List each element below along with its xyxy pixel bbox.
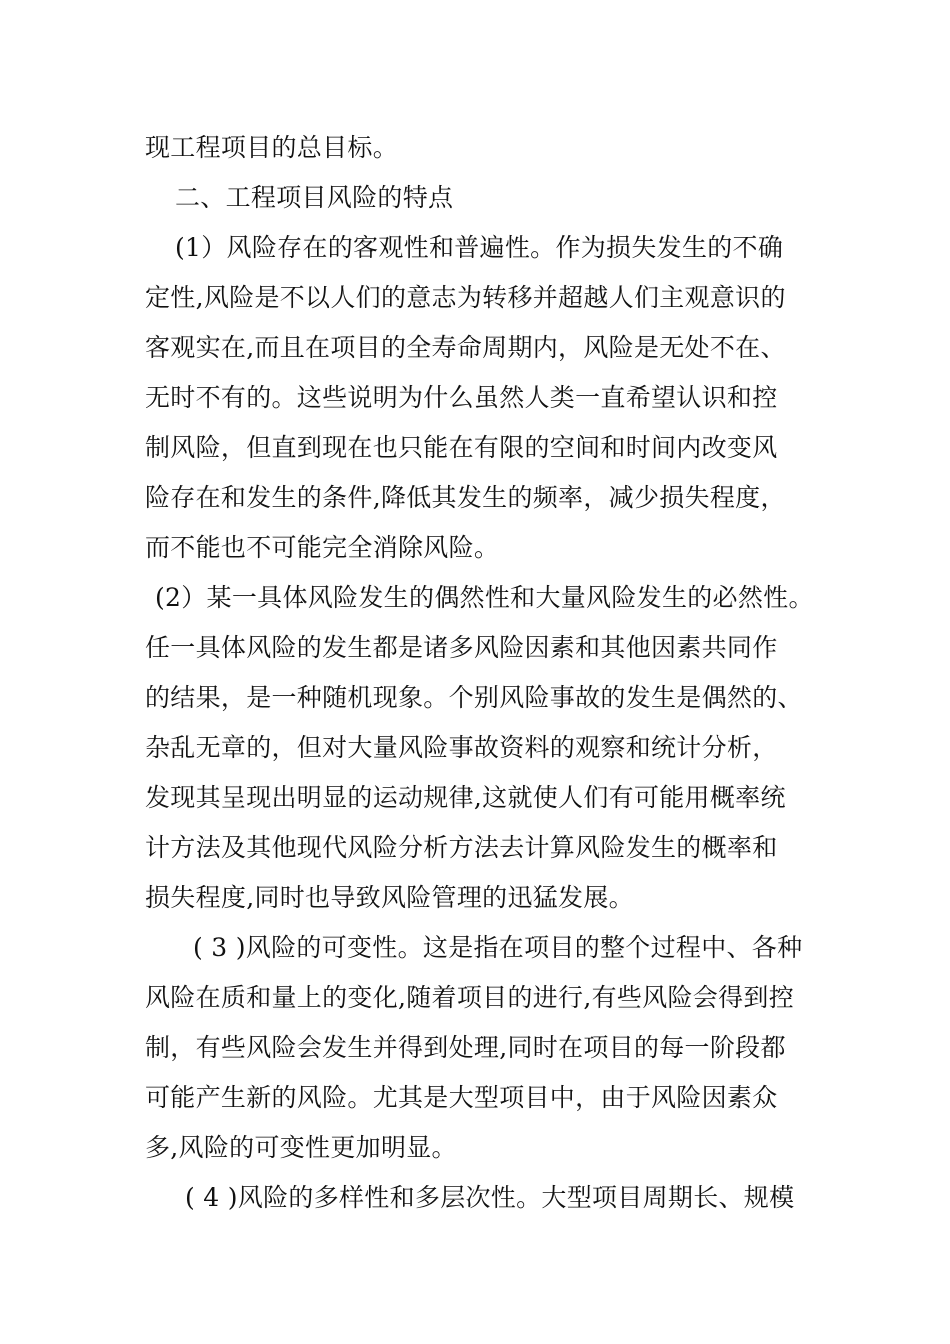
text-line-8: 险存在和发生的条件,降低其发生的频率，减少损失程度， bbox=[145, 483, 786, 512]
text-line-19: 制，有些风险会发生并得到处理,同时在项目的每一阶段都 bbox=[145, 1033, 786, 1062]
text-line-9: 而不能也不可能完全消除风险。 bbox=[145, 533, 500, 562]
text-line-21: 多,风险的可变性更加明显。 bbox=[145, 1133, 457, 1162]
text-line-22: ( 4 )风险的多样性和多层次性。大型项目周期长、规模 bbox=[185, 1183, 795, 1212]
text-line-4: 定性,风险是不以人们的意志为转移并超越人们主观意识的 bbox=[145, 283, 786, 312]
text-line-7: 制风险，但直到现在也只能在有限的空间和时间内改变风 bbox=[145, 433, 778, 462]
text-line-20: 可能产生新的风险。尤其是大型项目中，由于风险因素众 bbox=[145, 1083, 778, 1112]
text-line-18: 风险在质和量上的变化,随着项目的进行,有些风险会得到控 bbox=[145, 983, 794, 1012]
text-line-12: 的结果，是一种随机现象。个别风险事故的发生是偶然的、 bbox=[145, 683, 803, 712]
text-line-5: 客观实在,而且在项目的全寿命周期内，风险是无处不在、 bbox=[145, 333, 786, 362]
text-line-17: ( 3 )风险的可变性。这是指在项目的整个过程中、各种 bbox=[193, 933, 803, 962]
text-line-16: 损失程度,同时也导致风险管理的迅猛发展。 bbox=[145, 883, 634, 912]
text-line-3: (1）风险存在的客观性和普遍性。作为损失发生的不确 bbox=[175, 233, 784, 262]
text-line-13: 杂乱无章的，但对大量风险事故资料的观察和统计分析， bbox=[145, 733, 778, 762]
text-line-10: (2）某一具体风险发生的偶然性和大量风险发生的必然性。 bbox=[155, 583, 814, 612]
section-heading: 二、工程项目风险的特点 bbox=[175, 183, 454, 212]
text-line-11: 任一具体风险的发生都是诸多风险因素和其他因素共同作 bbox=[145, 633, 778, 662]
text-line-6: 无时不有的。这些说明为什么虽然人类一直希望认识和控 bbox=[145, 383, 778, 412]
text-line-15: 计方法及其他现代风险分析方法去计算风险发生的概率和 bbox=[145, 833, 778, 862]
text-line-14: 发现其呈现出明显的运动规律,这就使人们有可能用概率统 bbox=[145, 783, 786, 812]
text-line-1: 现工程项目的总目标。 bbox=[145, 133, 399, 162]
